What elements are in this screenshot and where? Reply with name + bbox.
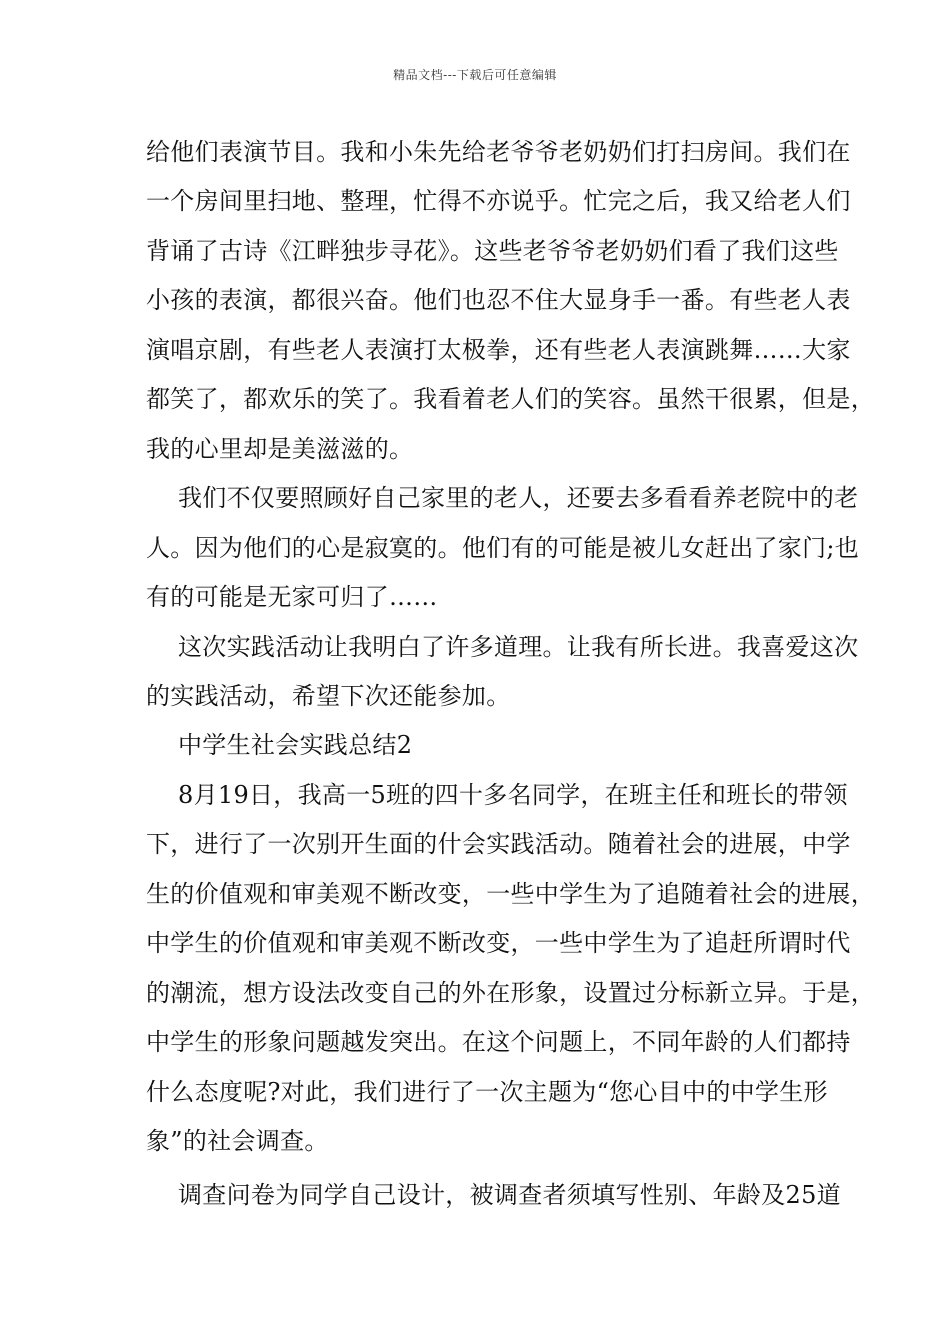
text-line: 中学生的价值观和审美观不断改变，一些中学生为了追赶所谓时代 [146,929,851,957]
text-line: 调查问卷为同学自己设计，被调查者须填写性别、年龄及25道 [178,1181,841,1209]
text-line: 小孩的表演，都很兴奋。他们也忍不住大显身手一番。有些老人表 [146,286,851,314]
text-line: 这次实践活动让我明白了许多道理。让我有所长进。我喜爱这次 [178,633,859,661]
text-line: 都笑了，都欢乐的笑了。我看着老人们的笑容。虽然干很累，但是， [146,385,875,413]
text-line: 8月19日，我高一5班的四十多名同学，在班主任和班长的带领 [178,781,848,809]
text-line: 的实践活动，希望下次还能参加。 [146,682,511,710]
text-line: 中学生的形象问题越发突出。在这个问题上，不同年龄的人们都持 [146,1028,851,1056]
text-line: 的潮流，想方设法改变自己的外在形象，设置过分标新立异。于是， [146,979,875,1007]
text-line: 生的价值观和审美观不断改变，一些中学生为了追随着社会的进展， [146,880,875,908]
text-line: 给他们表演节目。我和小朱先给老爷爷老奶奶们打扫房间。我们在 [146,138,851,166]
text-line: 我的心里却是美滋滋的。 [146,435,414,463]
text-line: 有的可能是无家可归了…… [146,583,438,611]
page-header: 精品文档---下载后可任意编辑 [393,68,557,82]
text-line: 我们不仅要照顾好自己家里的老人，还要去多看看养老院中的老 [178,484,859,512]
text-line: 背诵了古诗《江畔独步寻花》。这些老爷爷老奶奶们看了我们这些 [146,237,839,265]
text-line: 什么态度呢?对此，我们进行了一次主题为“您心目中的中学生形 [146,1078,828,1106]
text-line: 一个房间里扫地、整理，忙得不亦说乎。忙完之后，我又给老人们 [146,187,851,215]
text-line: 演唱京剧，有些老人表演打太极拳，还有些老人表演跳舞……大家 [146,336,851,364]
text-line: 下，进行了一次别开生面的什会实践活动。随着社会的进展，中学 [146,830,851,858]
text-line: 人。因为他们的心是寂寞的。他们有的可能是被儿女赶出了家门;也 [146,534,860,562]
section-heading: 中学生社会实践总结2 [178,731,413,759]
text-line: 象”的社会调查。 [146,1127,329,1155]
